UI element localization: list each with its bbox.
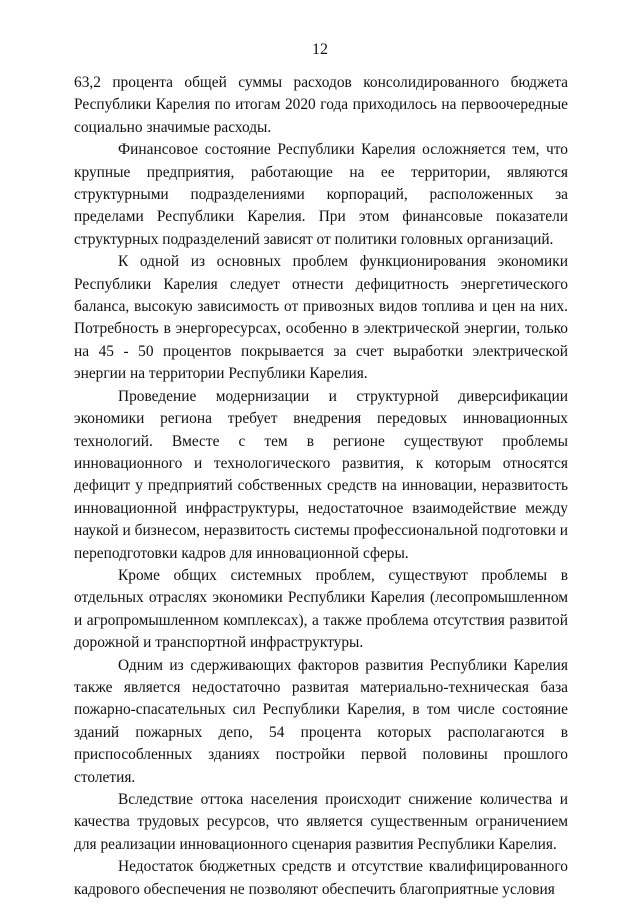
- page-number: 12: [312, 41, 328, 58]
- paragraph-innovation-problems: Проведение модернизации и структурной диверсификации экономики региона требует внедрения передовых инновационных технологий. Вместе с тем в регионе существуют проблемы инновационного и технологического развития, к которым относятся дефицит у предприятий собственных средств на инновации, неразвитость инновационной инфраструктуры, недостаточное взаимодействие между наукой и бизнесом, неразвитость системы профессиональной подготовки и переподготовки кадров для инновационной сферы.: [74, 387, 568, 562]
- paragraph-fire-rescue-base: Одним из сдерживающих факторов развития Республики Карелия также является недостаточно развитая материально-техническая база пожарно-спасательных сил Республики Карелия, в том числе состояние зданий пожарных депо, 54 процента которых располагаются в приспособленных зданиях постройки первой половины прошлого столетия.: [74, 656, 568, 786]
- paragraph-energy-balance: К одной из основных проблем функционирования экономики Республики Карелия следует отнести дефицитность энергетического баланса, высокую зависимость от привозных видов топлива и цен на них. Потребность в энергоресурсах, особенно в электрической энергии, только на 45 - 50 процентов покрывается за счет выработки электрической энергии на территории Республики Карелия.: [74, 253, 568, 383]
- paragraph-budget-expenses: 63,2 процента общей суммы расходов консолидированного бюджета Республики Карелия по итогам 2020 года приходилось на первоочередные социально значимые расходы.: [74, 74, 568, 136]
- document-body: [74, 72, 568, 901]
- paragraph-budget-shortage: Недостаток бюджетных средств и отсутствие квалифицированного кадрового обеспечения не позволяют обеспечить благоприятные условия: [74, 858, 568, 898]
- paragraph-labor-resources: Вследствие оттока населения происходит снижение количества и качества трудовых ресурсов, что является существенным ограничением для реализации инновационного сценария развития Республики Карелия.: [74, 791, 568, 853]
- paragraph-sector-problems: Кроме общих системных проблем, существуют проблемы в отдельных отраслях экономики Республики Карелия (лесопромышленном и агропромышленном комплексах), а также проблема отсутствия развитой дорожной и транспортной инфраструктуры.: [74, 566, 568, 652]
- paragraph-financial-state: Финансовое состояние Республики Карелия осложняется тем, что крупные предприятия, работающие на ее территории, являются структурными подразделениями корпораций, расположенных за пределами Республики Карелия. При этом финансовые показатели структурных подразделений зависят от политики головных организаций.: [74, 141, 568, 248]
